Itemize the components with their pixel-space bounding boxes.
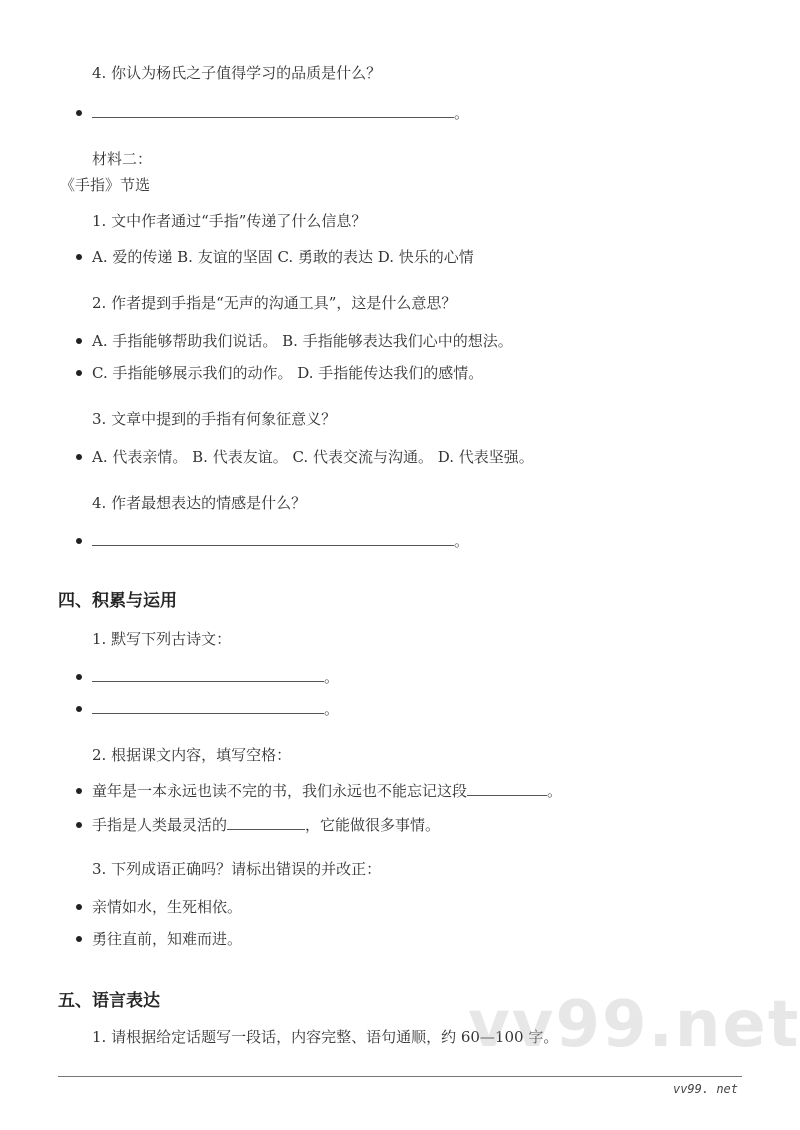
fill-blank-1[interactable]: 童年是一本永远也读不完的书，我们永远也不能忘记这段 。 <box>76 780 562 801</box>
answer-line-1[interactable]: 。 <box>76 102 469 123</box>
section4-q2: 2. 根据课文内容，填写空格： <box>92 746 292 764</box>
bullet-icon <box>76 254 82 260</box>
poem-blank-2[interactable]: 。 <box>76 698 339 719</box>
idiom-2: 勇往直前，知难而进。 <box>76 928 242 949</box>
bullet-icon <box>76 370 82 376</box>
bullet-icon <box>76 706 82 712</box>
blank-line[interactable] <box>92 531 454 546</box>
q3-options: A. 代表亲情。 B. 代表友谊。 C. 代表交流与沟通。 D. 代表坚强。 <box>76 446 534 467</box>
fill-blank-2[interactable]: 手指是人类最灵活的 ，它能做很多事情。 <box>76 814 440 835</box>
question-4-finger: 4. 作者最想表达的情感是什么？ <box>92 494 307 512</box>
answer-line-2[interactable]: 。 <box>76 530 469 551</box>
section5-q1: 1. 请根据给定话题写一段话，内容完整、语句通顺，约 60—100 字。 <box>92 1028 559 1046</box>
bullet-icon <box>76 936 82 942</box>
bullet-icon <box>76 674 82 680</box>
blank-line[interactable] <box>227 815 305 830</box>
question-1-finger: 1. 文中作者通过“手指”传递了什么信息？ <box>92 212 367 230</box>
watermark: vv99.net <box>468 988 800 1062</box>
bullet-icon <box>76 822 82 828</box>
section-4-heading: 四、积累与运用 <box>58 591 177 611</box>
bullet-icon <box>76 110 82 116</box>
section4-q1: 1. 默写下列古诗文： <box>92 630 232 648</box>
blank-line[interactable] <box>92 667 324 682</box>
bullet-icon <box>76 788 82 794</box>
material-2-subtitle: 《手指》节选 <box>60 176 151 194</box>
q2-options-row1: A. 手指能够帮助我们说话。 B. 手指能够表达我们心中的想法。 <box>76 330 513 351</box>
question-3-finger: 3. 文章中提到的手指有何象征意义？ <box>92 410 337 428</box>
bullet-icon <box>76 454 82 460</box>
section-5-heading: 五、语言表达 <box>58 991 160 1011</box>
blank-line[interactable] <box>92 699 324 714</box>
blank-line[interactable] <box>92 103 454 118</box>
question-2-finger: 2. 作者提到手指是“无声的沟通工具”，这是什么意思？ <box>92 294 457 312</box>
blank-line[interactable] <box>467 781 547 796</box>
poem-blank-1[interactable]: 。 <box>76 666 339 687</box>
q1-options: A. 爱的传递 B. 友谊的坚固 C. 勇敢的表达 D. 快乐的心情 <box>76 246 474 267</box>
section4-q3: 3. 下列成语正确吗？请标出错误的并改正： <box>92 860 382 878</box>
footer-divider <box>58 1076 742 1077</box>
bullet-icon <box>76 338 82 344</box>
material-2-title: 材料二： <box>92 150 153 168</box>
bullet-icon <box>76 904 82 910</box>
idiom-1: 亲情如水，生死相依。 <box>76 896 242 917</box>
question-4-yang: 4. 你认为杨氏之子值得学习的品质是什么？ <box>92 64 382 82</box>
footer-site: vv99. net <box>672 1082 738 1096</box>
q2-options-row2: C. 手指能够展示我们的动作。 D. 手指能传达我们的感情。 <box>76 362 483 383</box>
bullet-icon <box>76 538 82 544</box>
